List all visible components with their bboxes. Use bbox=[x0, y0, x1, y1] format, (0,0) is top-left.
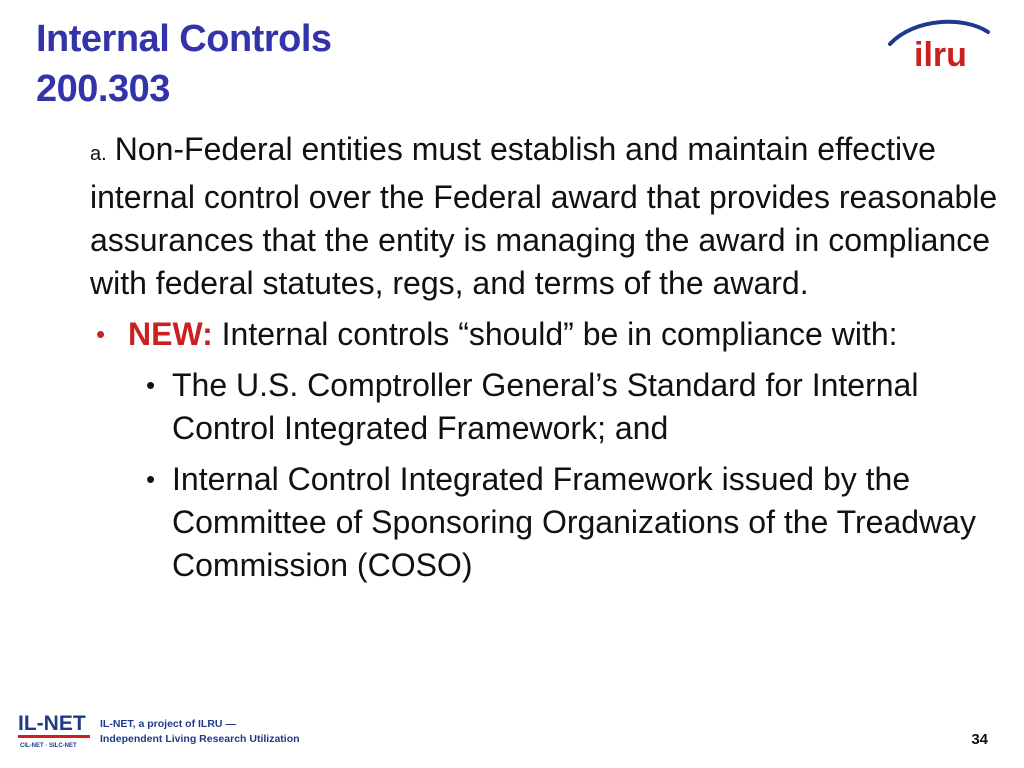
paragraph-marker: a. bbox=[90, 143, 107, 165]
paragraph-a bbox=[90, 128, 1000, 305]
sub-bullet-1 bbox=[90, 364, 1000, 450]
title-line-2: 200.303 bbox=[36, 68, 170, 110]
ilru-logo bbox=[884, 14, 994, 74]
project-line-1: IL-NET, a project of ILRU — bbox=[100, 718, 236, 730]
bullet-new bbox=[90, 313, 1000, 356]
sub-bullet-text: The U.S. Comptroller General’s Standard for Internal Control Integrated Framework; and bbox=[172, 367, 919, 446]
bullet-dot-icon: • bbox=[146, 370, 156, 400]
project-line-2: Independent Living Research Utilization bbox=[100, 733, 300, 745]
sub-bullet-text: Internal Control Integrated Framework issued by the Committee of Sponsoring Organizations of the Treadway Commission (COSO) bbox=[172, 461, 976, 583]
ilnet-logo-subtext: CIL-NET · SILC-NET bbox=[20, 743, 77, 749]
sub-bullet-2 bbox=[90, 458, 1000, 587]
slide-title bbox=[36, 14, 332, 114]
bullet-dot-icon: • bbox=[96, 319, 106, 349]
ilnet-footer-logo bbox=[16, 708, 356, 752]
bullet-new-text: Internal controls “should” be in compliance with: bbox=[212, 316, 898, 352]
paragraph-a-text: Non-Federal entities must establish and maintain effective internal control over the Federal award that provides reasonable assurances that the entity is managing the award in compliance with federal statutes, regs, and terms of the award. bbox=[90, 131, 998, 301]
new-label: NEW: bbox=[128, 316, 213, 352]
slide-body bbox=[90, 128, 1000, 587]
bullet-dot-icon: • bbox=[146, 464, 156, 494]
title-line-1: Internal Controls bbox=[36, 18, 332, 60]
ilnet-logo-underline bbox=[18, 735, 90, 738]
ilru-logo-text: ilru bbox=[914, 36, 967, 74]
ilnet-logo-text: IL-NET bbox=[18, 712, 86, 735]
page-number: 34 bbox=[971, 731, 988, 748]
